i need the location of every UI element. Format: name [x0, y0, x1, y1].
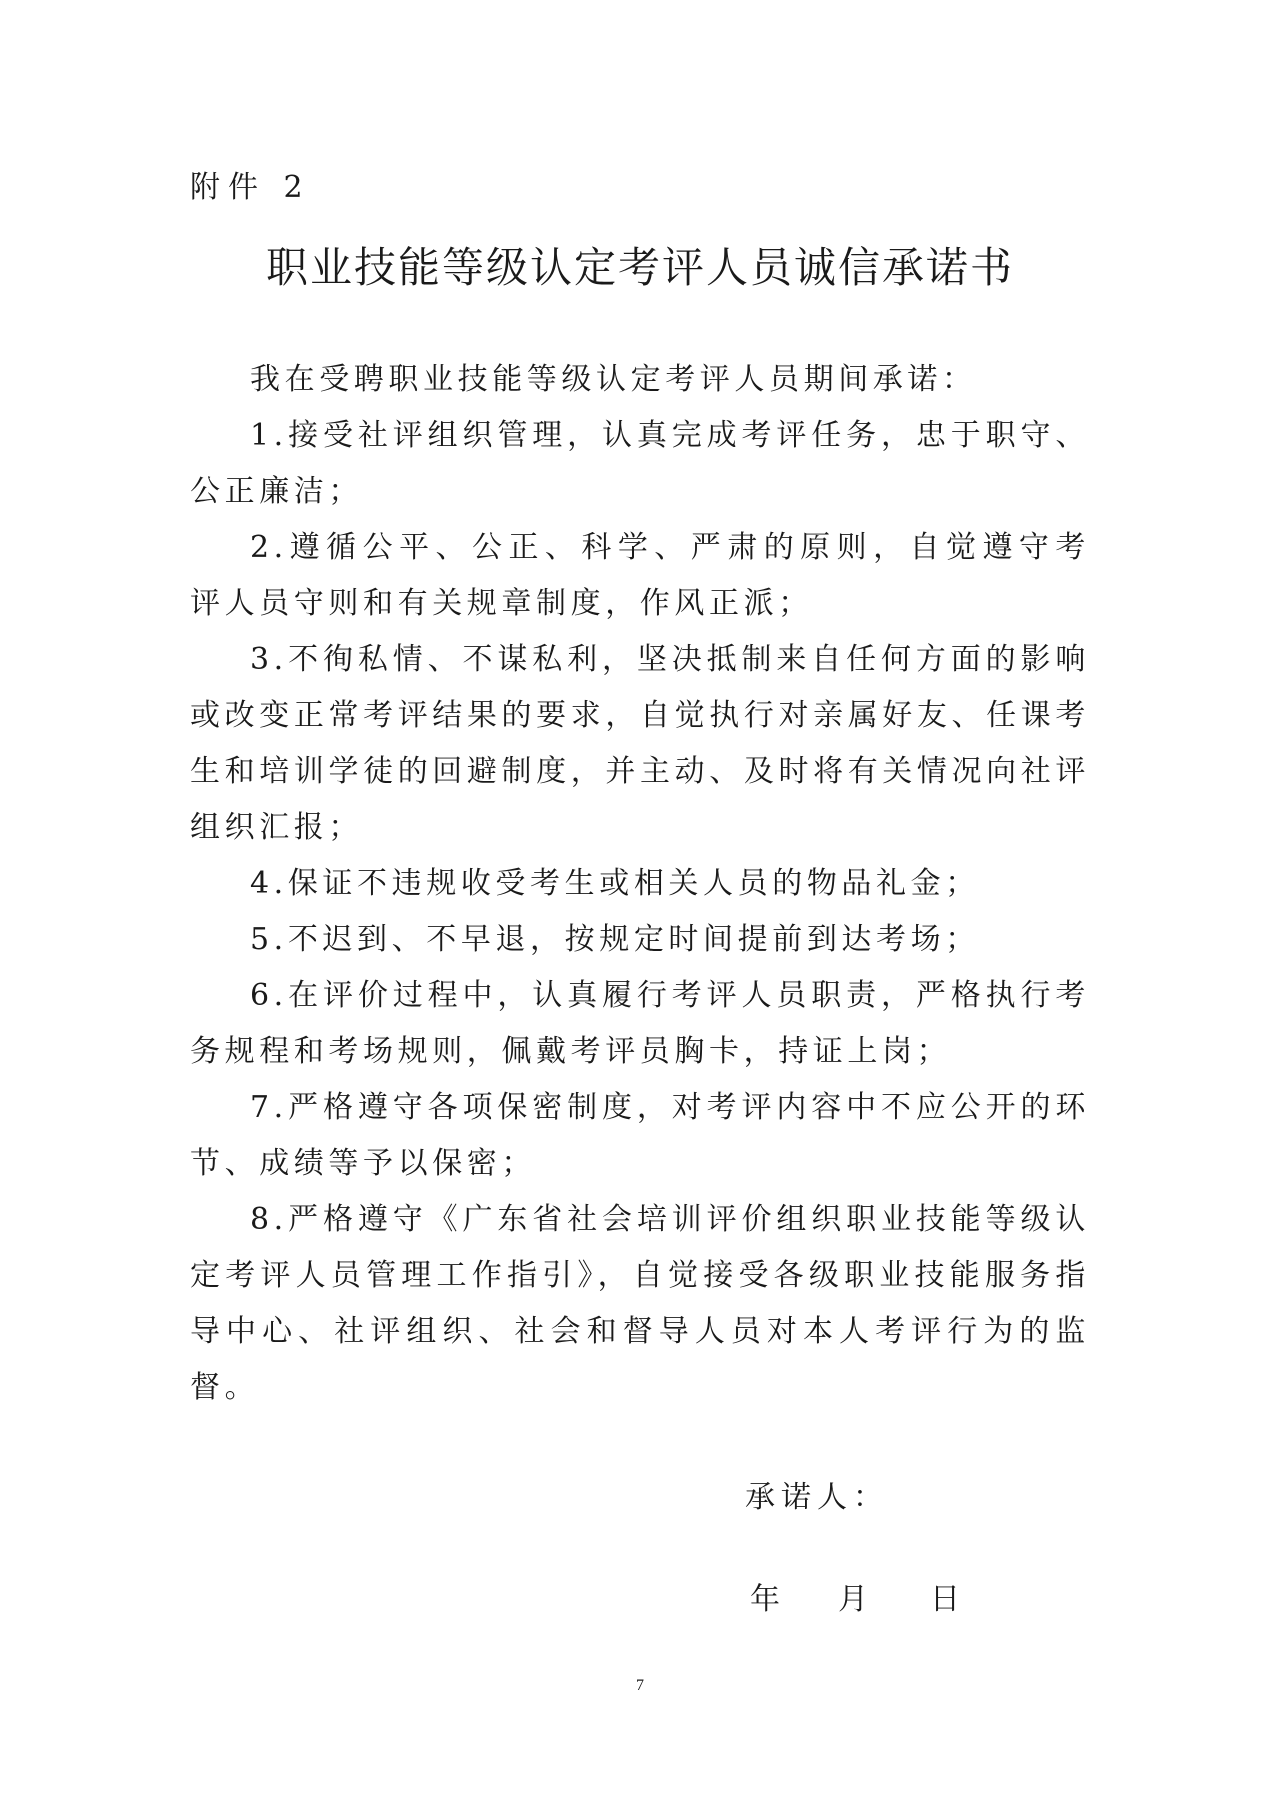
commitment-item-3: 3.不徇私情、不谋私利，坚决抵制来自任何方面的影响或改变正常考评结果的要求，自觉执行对亲属好友、任课考生和培训学徒的回避制度，并主动、及时将有关情况向社评组织汇报；	[190, 642, 1090, 845]
date-month-label: 月	[838, 1582, 868, 1617]
signer-label: 承诺人：	[745, 1480, 889, 1515]
commitment-item-2: 2.遵循公平、公正、科学、严肃的原则，自觉遵守考 评人员守则和有关规章制度，作风正派；	[190, 530, 1090, 621]
document-title: 职业技能等级认定考评人员诚信承诺书	[265, 243, 1014, 292]
page-number: 7	[636, 1677, 644, 1694]
commitment-item-1: 1.接受社评组织管理，认真完成考评任务，忠于职守、公正廉洁；	[190, 418, 1090, 509]
annex-label: 附件 2	[190, 170, 311, 205]
signature-date	[750, 1580, 970, 1620]
commitment-item-5: 5.不迟到、不早退，按规定时间提前到达考场；	[250, 922, 980, 957]
date-day-label: 日	[930, 1582, 960, 1617]
intro-paragraph: 我在受聘职业技能等级认定考评人员期间承诺：	[250, 362, 977, 397]
commitment-item-4: 4.保证不违规收受考生或相关人员的物品礼金；	[250, 866, 980, 901]
commitment-item-7: 7.严格遵守各项保密制度，对考评内容中不应公开的环节、成绩等予以保密；	[190, 1090, 1090, 1181]
date-year-label: 年	[750, 1582, 780, 1617]
commitment-item-6: 6.在评价过程中，认真履行考评人员职责，严格执行考务规程和考场规则，佩戴考评员胸卡，持证上岗；	[190, 978, 1090, 1069]
commitment-body	[190, 352, 1090, 1416]
commitment-item-8: 8.严格遵守《广东省社会培训评价组织职业技能等级认定考评人员管理工作指引》，自觉接受各级职业技能服务指导中心、社评组织、社会和督导人员对本人考评行为的监督。	[190, 1202, 1090, 1405]
